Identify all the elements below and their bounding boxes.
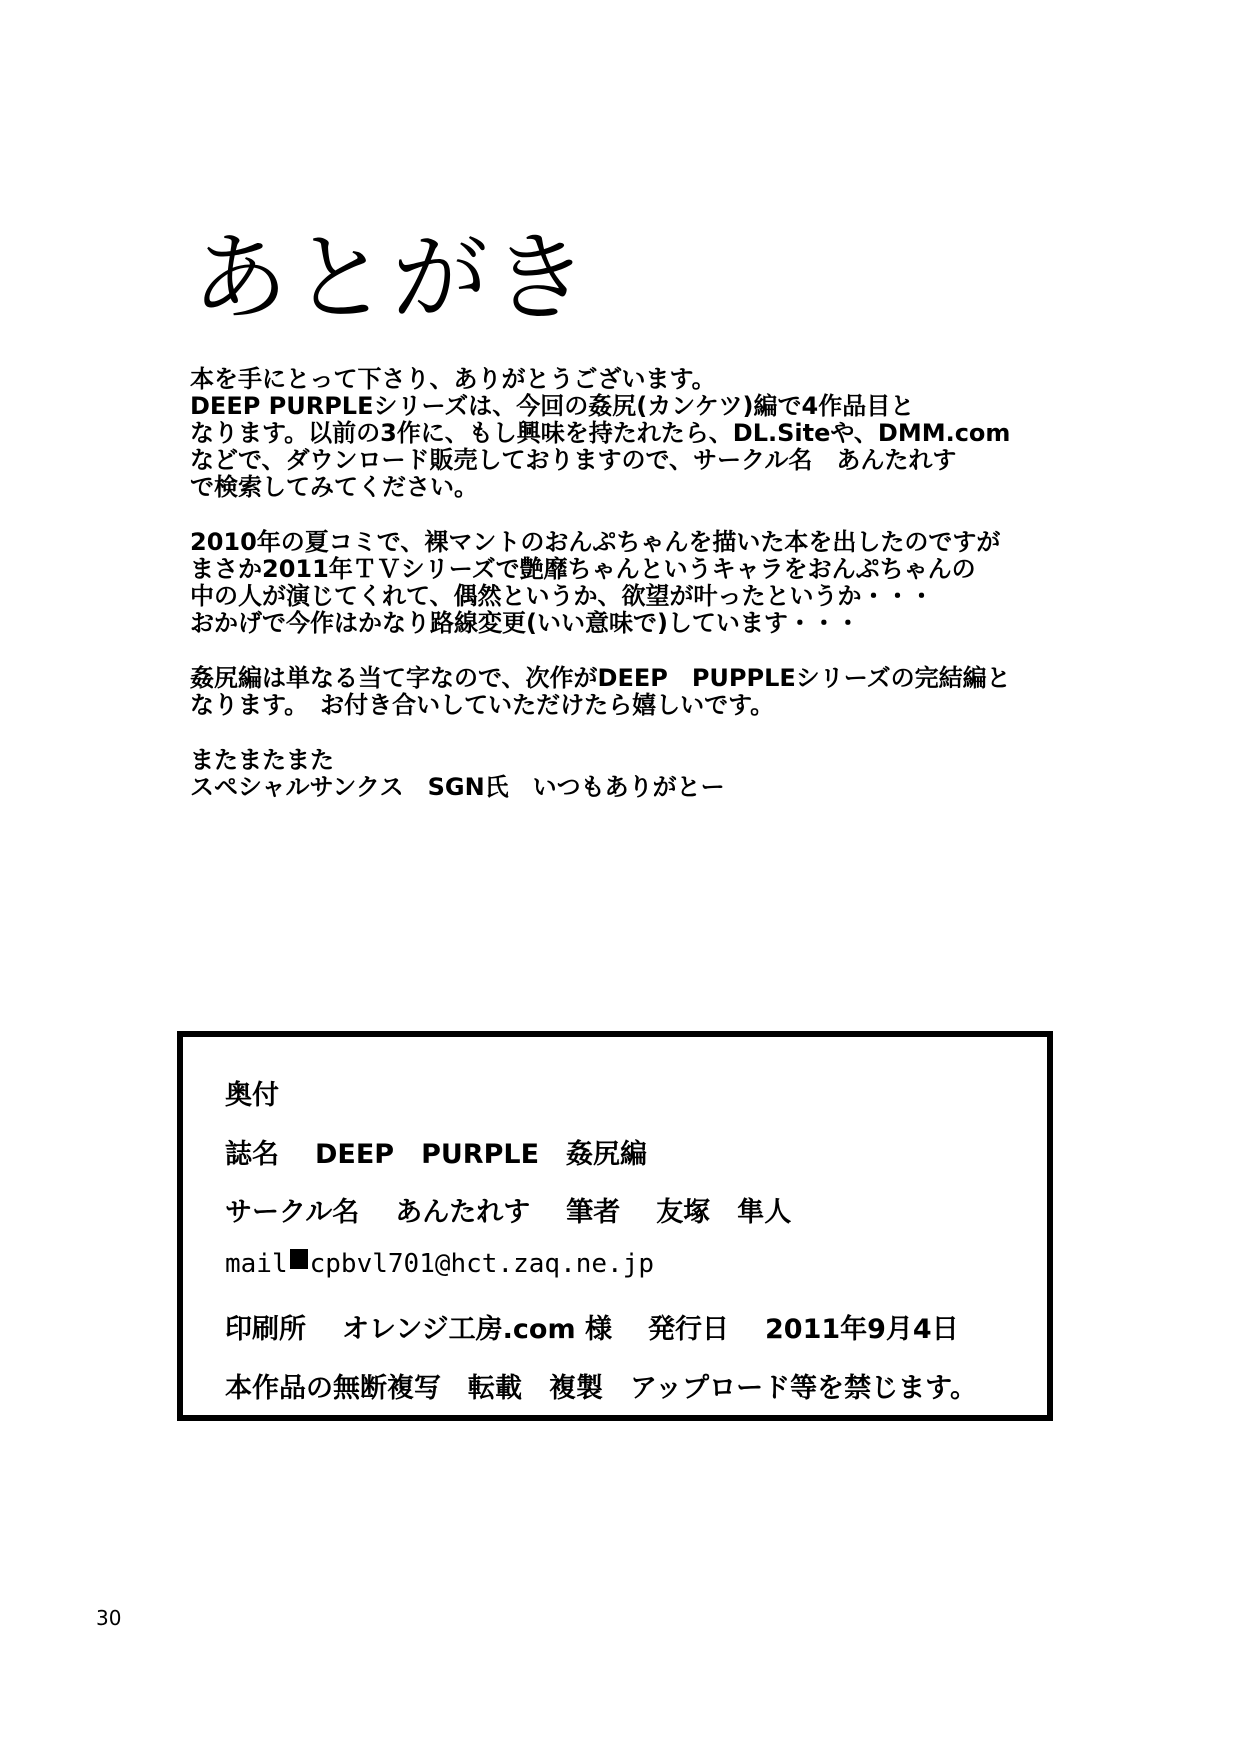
date-label: 発行日 [648,1314,729,1345]
colophon-notice-row [225,1366,1047,1425]
afterword-paragraph [190,366,1190,501]
text-line: まさか2011年ＴＶシリーズで艶靡ちゃんというキャラをおんぷちゃんの [190,555,976,583]
afterword-body [190,366,1190,829]
text-line: なります。 お付き合いしていただけたら嬉しいです。 [190,691,775,719]
magazine-label: 誌名 [225,1138,279,1170]
mail-separator-block [290,1249,308,1269]
author-label: 筆者 [566,1197,621,1228]
text-line: またまたまた [190,746,334,774]
colophon-printer-row [225,1307,1047,1366]
text-line: なります。以前の3作に、もし興味を持たれたら、DL.Siteや、DMM.com [190,419,1011,447]
copyright-notice: 本作品の無断複写 転載 複製 アップロード等を禁じます。 [225,1372,977,1404]
text-line: 2010年の夏コミで、裸マントのおんぷちゃんを描いた本を出したのですが [190,528,1001,556]
afterword-paragraph [190,529,1190,637]
colophon-magazine-row [225,1132,1047,1191]
text-line: で検索してみてください。 [190,473,478,501]
afterword-title: あとがき [192,222,592,334]
printer-label: 印刷所 [225,1314,306,1345]
colophon-heading: 奥付 [225,1080,279,1111]
magazine-name: DEEP PURPLE 姦尻編 [315,1138,648,1170]
date-value: 2011年9月4日 [765,1314,959,1345]
text-line: 姦尻編は単なる当て字なので、次作がDEEP PUPPLEシリーズの完結編と [190,664,1011,692]
colophon-heading-row [225,1073,1047,1132]
text-line: スペシャルサンクス SGN氏 いつもありがとー [190,773,725,801]
text-line: 中の人が演じてくれて、偶然というか、欲望が叶ったというか・・・ [190,582,934,610]
author-name: 友塚 隼人 [656,1197,792,1228]
mail-address: cpbvl701@hct.zaq.ne.jp [309,1248,654,1279]
text-line: おかげで今作はかなり路線変更(いい意味で)しています・・・ [190,609,860,637]
colophon-mail-row [225,1249,1047,1308]
circle-label: サークル名 [225,1197,360,1228]
afterword-paragraph [190,665,1190,719]
circle-name: あんたれす [395,1197,531,1228]
text-line: DEEP PURPLEシリーズは、今回の姦尻(カンケツ)編で4作品目と [190,392,915,420]
afterword-paragraph [190,747,1190,801]
text-line: などで、ダウンロード販売しておりますので、サークル名 あんたれす [190,446,957,474]
mail-prefix: mail [225,1248,288,1279]
printer-name: オレンジ工房.com 様 [342,1314,612,1345]
page-number: 30 [96,1606,122,1630]
colophon-circle-row [225,1190,1047,1249]
colophon-box [177,1031,1053,1421]
text-line: 本を手にとって下さり、ありがとうございます。 [190,365,716,393]
